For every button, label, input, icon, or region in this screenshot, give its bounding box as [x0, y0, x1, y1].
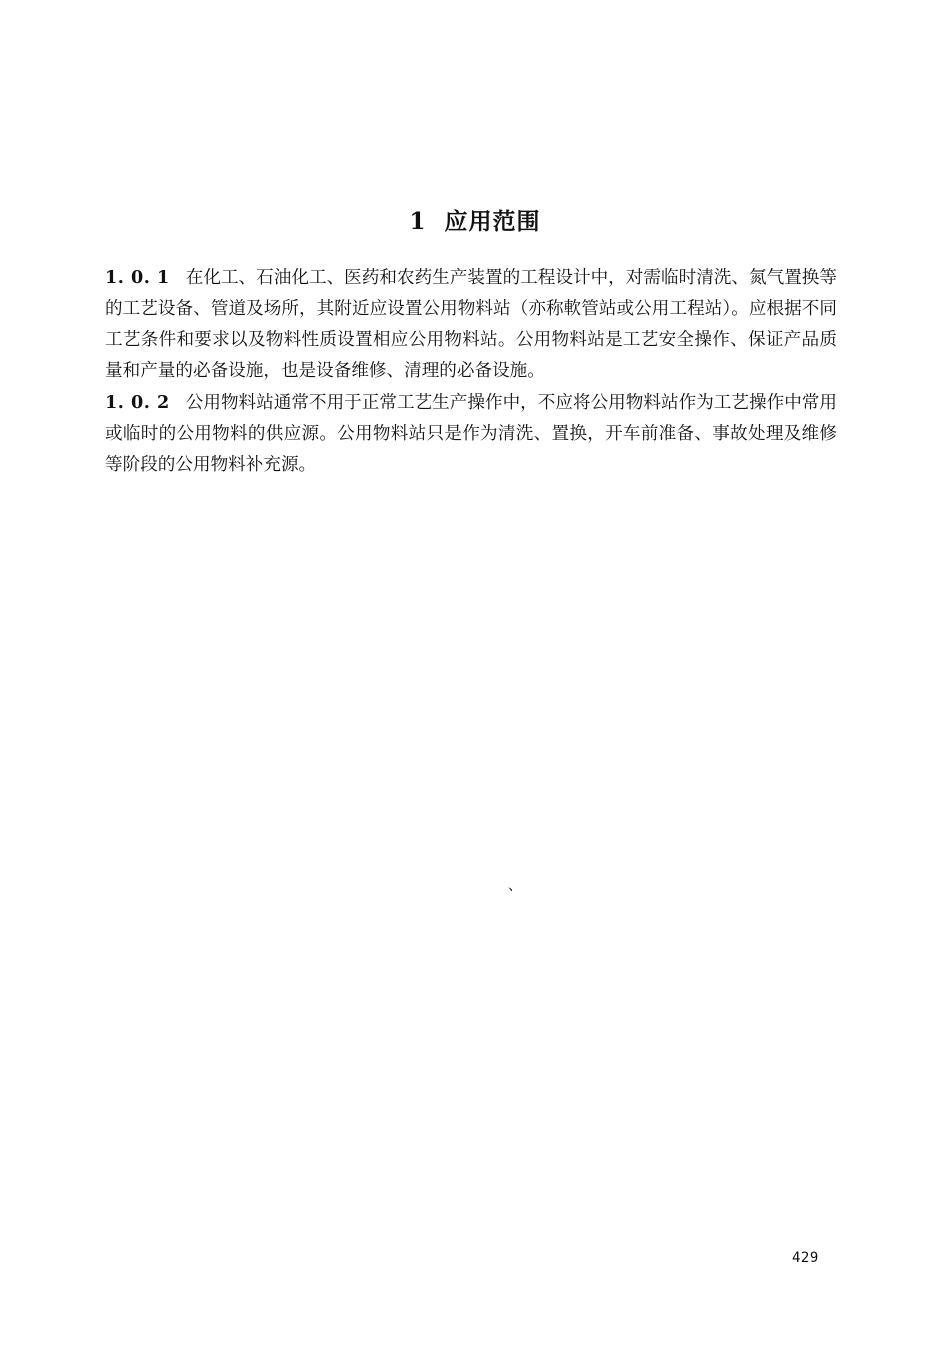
clause-1-0-2 — [105, 387, 837, 481]
body-text — [105, 262, 837, 481]
stray-mark: 、 — [508, 878, 522, 894]
clause-number: 1. 0. 1 — [105, 267, 170, 288]
clause-1-0-1 — [105, 262, 837, 387]
clause-text: 在化工、石油化工、医药和农药生产装置的工程设计中，对需临时清洗、氮气置换等的工艺设备、管道及场所，其附近应设置公用物料站（亦称軟管站或公用工程站）。应根据不同工艺条件和要求以及物料性质设置相应公用物料站。公用物料站是工艺安全操作、保证产品质量和产量的必备设施，也是设备维修、清理的必备设施。 — [105, 268, 837, 381]
chapter-title: 应用范围 — [444, 209, 541, 236]
page-number: 429 — [792, 1250, 819, 1266]
chapter-number: 1 — [409, 208, 427, 236]
clause-number: 1. 0. 2 — [105, 392, 170, 413]
page-title — [0, 203, 950, 236]
clause-text: 公用物料站通常不用于正常工艺生产操作中，不应将公用物料站作为工艺操作中常用或临时的公用物料的供应源。公用物料站只是作为清洗、置换，开车前准备、事故处理及维修等阶段的公用物料补充源。 — [105, 393, 837, 475]
